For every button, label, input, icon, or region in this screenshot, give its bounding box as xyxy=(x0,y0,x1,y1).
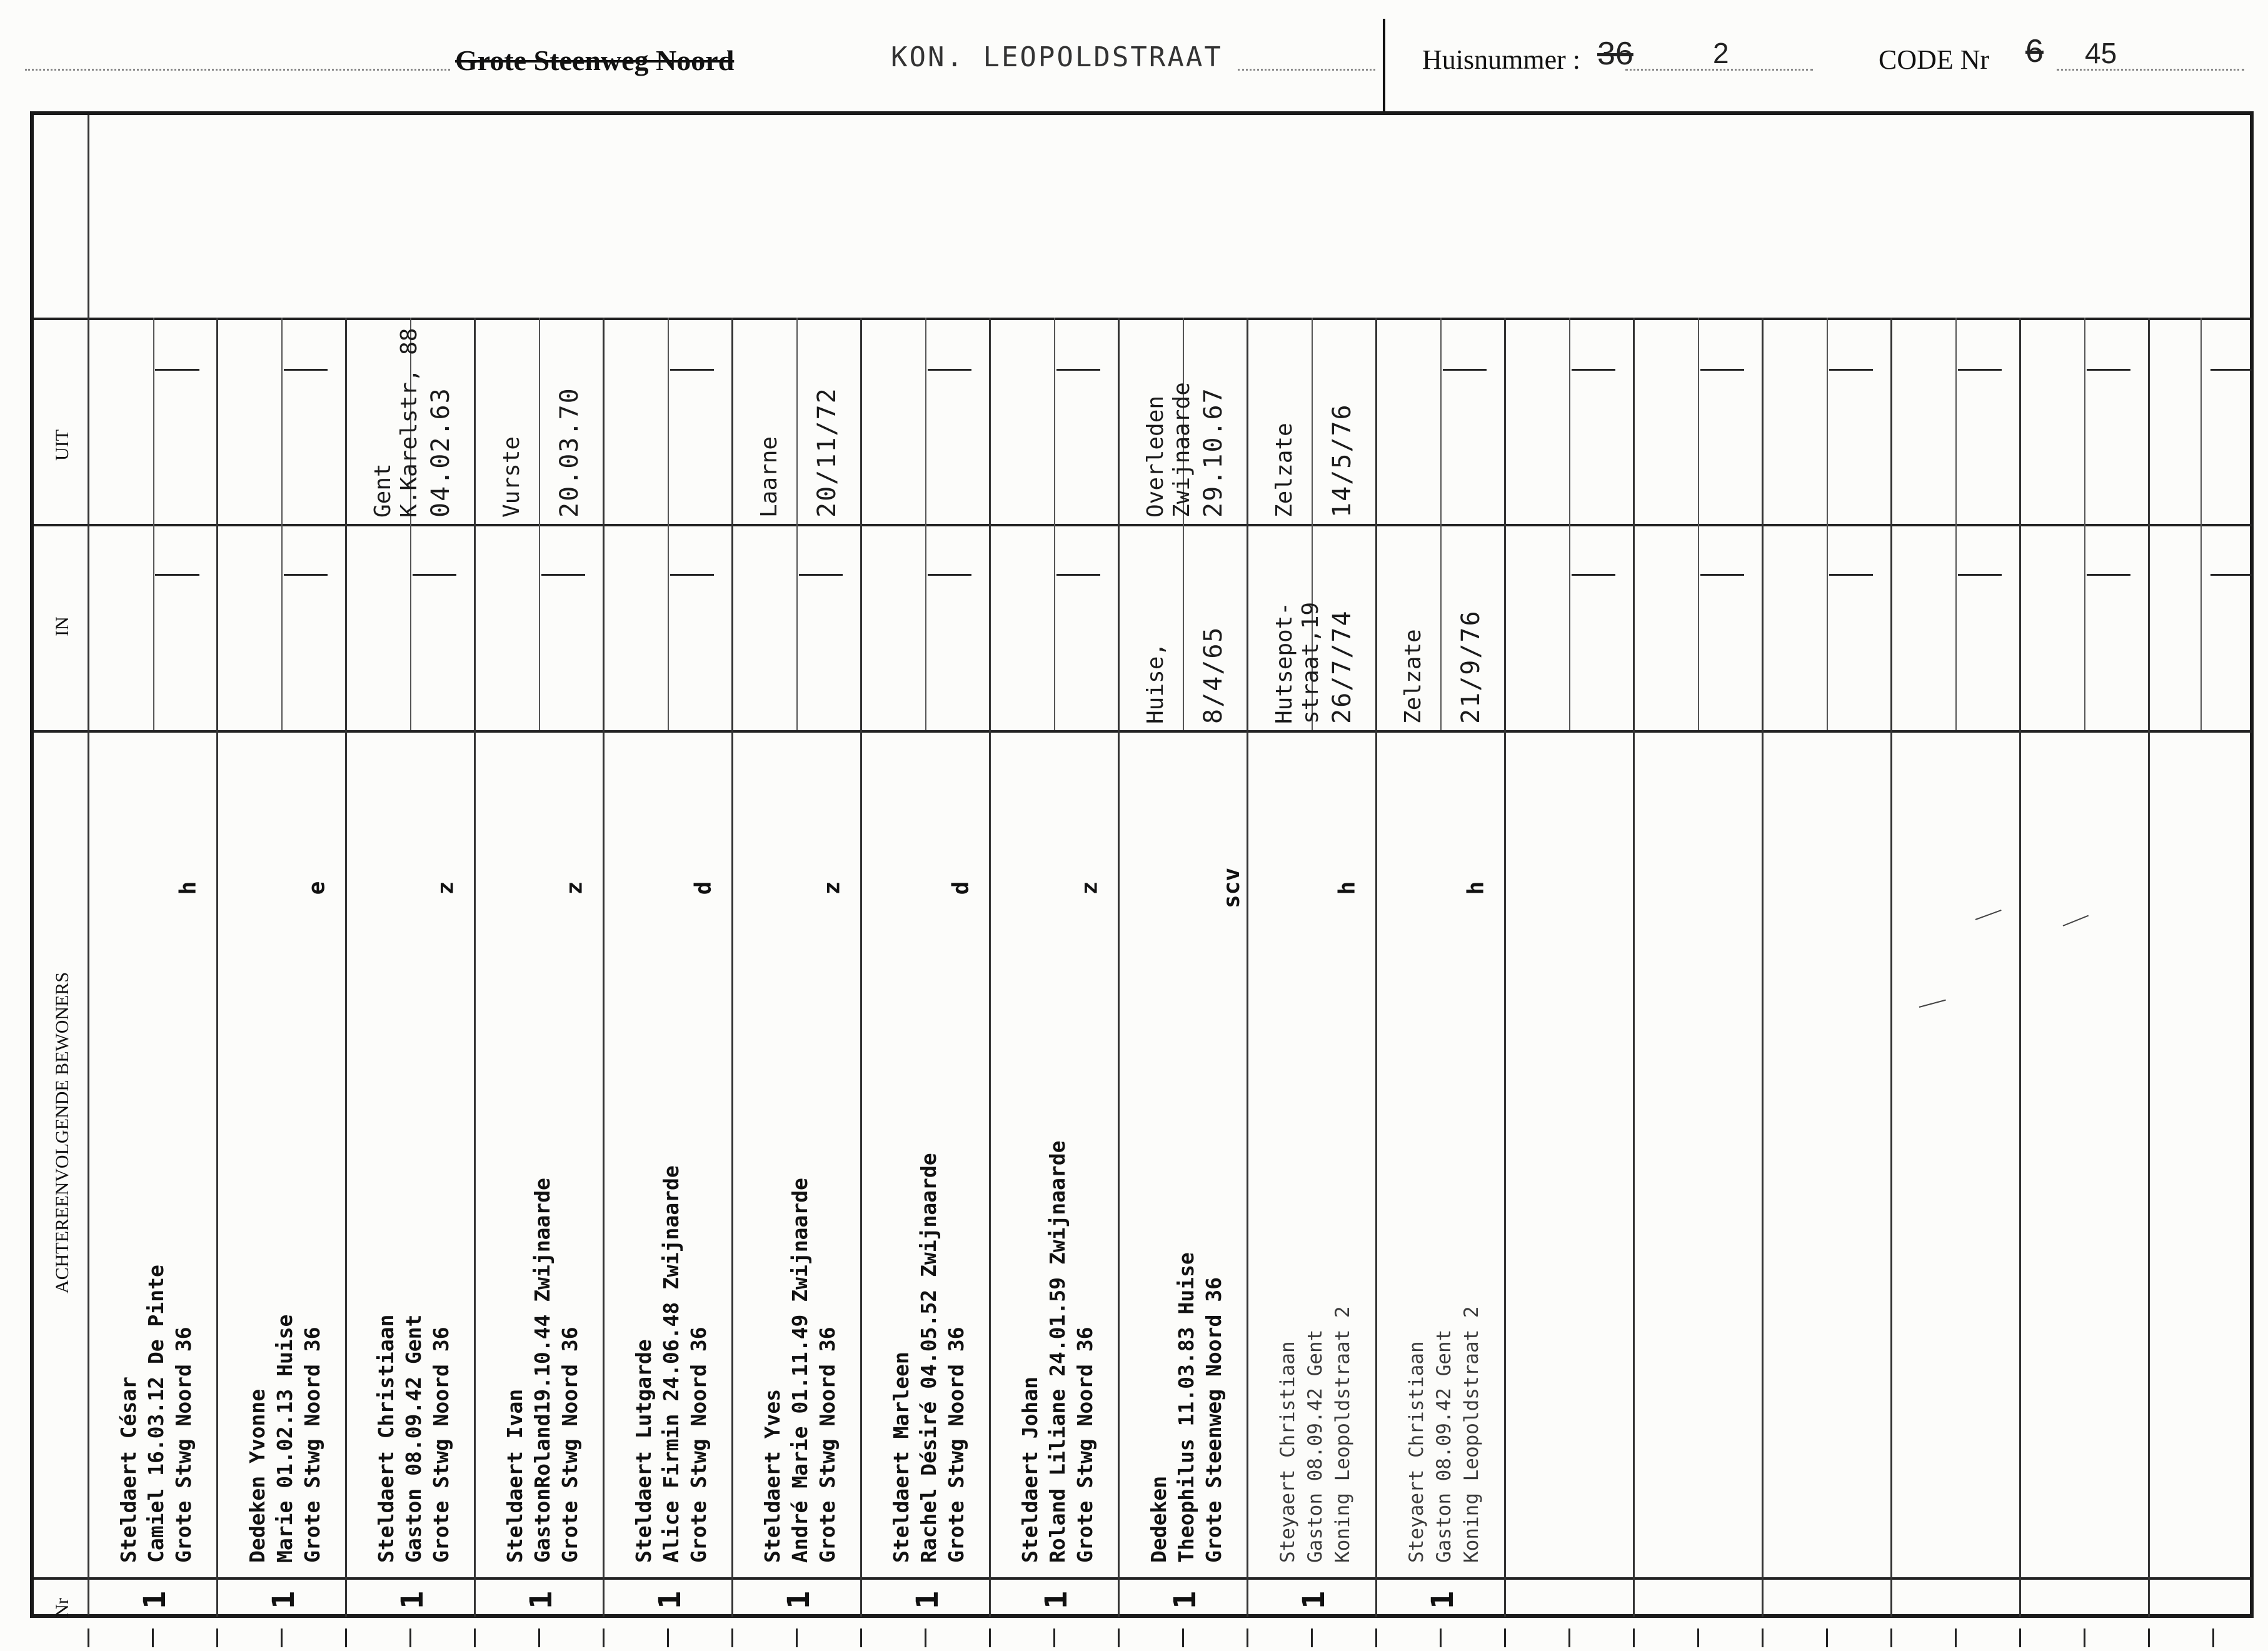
sub-column-divider xyxy=(925,318,926,524)
divider-in-residents xyxy=(34,730,2252,733)
column-divider xyxy=(860,318,862,1617)
uit-place: Overleden xyxy=(1143,395,1168,518)
sub-column-divider xyxy=(1054,318,1055,524)
column-divider xyxy=(1890,318,1892,1617)
column-divider xyxy=(474,318,476,1617)
divider-residents-nr xyxy=(34,1577,2252,1580)
entry-number: 1 xyxy=(653,1591,688,1609)
resident-line: Koning Leopoldstraat 2 xyxy=(1460,1306,1483,1563)
code-old: 6 xyxy=(2025,33,2044,69)
empty-in-dash xyxy=(1965,574,2002,576)
uit-date: 20/11/72 xyxy=(813,387,841,518)
empty-in-dash xyxy=(163,574,199,576)
empty-uit-dash xyxy=(1579,369,1615,371)
ruler-tick xyxy=(1890,1628,1892,1647)
resident-line: Steldaert Lutgarde xyxy=(631,1339,656,1563)
sub-column-divider xyxy=(1312,318,1313,524)
sub-column-divider xyxy=(1569,318,1570,524)
sub-column-divider xyxy=(1183,524,1184,730)
empty-uit-dash xyxy=(1708,369,1744,371)
resident-line: Steyaert Christiaan xyxy=(1277,1341,1299,1563)
in-place: Zelzate xyxy=(1400,629,1426,724)
ruler-tick xyxy=(474,1628,476,1647)
ruler-tick xyxy=(152,1628,154,1647)
resident-line: Steldaert Marleen xyxy=(889,1352,913,1563)
column-divider xyxy=(1633,318,1635,1617)
sub-column-divider xyxy=(1827,524,1828,730)
sub-column-divider xyxy=(925,524,926,730)
resident-line: André Marie 01.11.49 Zwijnaarde xyxy=(788,1178,812,1563)
sub-column-divider xyxy=(1955,318,1957,524)
column-divider xyxy=(2019,318,2021,1617)
sub-column-divider xyxy=(1698,318,1699,524)
header-dotted-line xyxy=(25,69,450,71)
resident-line: Grote Stwg Noord 36 xyxy=(171,1327,196,1563)
sub-column-divider xyxy=(410,524,411,730)
empty-in-dash xyxy=(291,574,328,576)
ruler-tick xyxy=(925,1628,926,1647)
empty-in-dash xyxy=(2210,574,2247,576)
empty-in-dash xyxy=(1579,574,1615,576)
ruler-tick xyxy=(2148,1628,2150,1647)
column-divider xyxy=(603,318,605,1617)
ruler-tick xyxy=(88,1628,89,1647)
ruler-tick xyxy=(1247,1628,1248,1647)
ruler-tick xyxy=(1568,1628,1570,1647)
sub-column-divider xyxy=(1440,524,1442,730)
sub-column-divider xyxy=(2200,524,2202,730)
row-label-uit: UIT xyxy=(52,429,73,461)
uit-place: Laarne xyxy=(756,436,782,518)
resident-status-mark: z xyxy=(561,881,588,895)
resident-status-mark: d xyxy=(948,881,974,895)
resident-line: Theophilus 11.03.83 Huise xyxy=(1174,1252,1198,1563)
uit-date: 14/5/76 xyxy=(1328,403,1357,518)
uit-date: 20.03.70 xyxy=(555,387,584,518)
empty-uit-dash xyxy=(1837,369,1873,371)
ruler-tick xyxy=(989,1628,991,1647)
header-dotted-line xyxy=(1625,69,1813,71)
code-new: 45 xyxy=(2085,37,2117,69)
row-label-in: IN xyxy=(52,616,73,636)
ruler-tick xyxy=(796,1628,798,1647)
resident-line: Dedeken Yvonne xyxy=(245,1388,269,1563)
resident-line: Dedeken xyxy=(1147,1475,1171,1563)
empty-uit-dash xyxy=(291,369,328,371)
in-date: 8/4/65 xyxy=(1199,626,1228,724)
resident-line: Gaston 08.09.42 Gent xyxy=(401,1314,426,1563)
ruler-tick xyxy=(1955,1628,1957,1647)
empty-uit-dash xyxy=(2210,369,2247,371)
resident-status-mark: d xyxy=(690,881,716,895)
empty-in-dash xyxy=(806,574,843,576)
resident-line: Grote Stwg Noord 36 xyxy=(944,1327,968,1563)
uit-place: K.Karelstr, 88 xyxy=(396,328,422,518)
resident-line: Roland Liliane 24.01.59 Zwijnaarde xyxy=(1045,1140,1070,1563)
register-table xyxy=(30,111,2254,1618)
sub-column-divider xyxy=(668,318,669,524)
empty-in-dash xyxy=(420,574,456,576)
entry-number: 1 xyxy=(781,1591,816,1609)
resident-line: Rachel Désiré 04.05.52 Zwijnaarde xyxy=(916,1153,941,1563)
sub-column-divider xyxy=(281,524,283,730)
huisnummer-old: 36 xyxy=(1597,36,1633,72)
code-label: CODE Nr xyxy=(1879,44,1990,75)
street-old-name: Grote Steenweg Noord xyxy=(455,44,735,76)
in-place: Huise, xyxy=(1143,642,1168,724)
resident-line: Grote Steenweg Noord 36 xyxy=(1202,1277,1226,1563)
resident-status-mark: h xyxy=(1463,881,1489,895)
empty-uit-dash xyxy=(678,369,714,371)
label-column-divider xyxy=(88,115,89,1615)
resident-status-mark: scv xyxy=(1219,867,1245,909)
ruler-tick xyxy=(1118,1628,1120,1647)
resident-line: Grote Stwg Noord 36 xyxy=(1073,1327,1097,1563)
empty-uit-dash xyxy=(935,369,971,371)
column-divider xyxy=(1504,318,1506,1617)
street-new-name: KON. LEOPOLDSTRAAT xyxy=(891,41,1223,73)
uit-date: 04.02.63 xyxy=(426,387,455,518)
resident-line: Steldaert Yves xyxy=(760,1388,785,1563)
entry-number: 1 xyxy=(1297,1591,1332,1609)
bottom-ruler-ticks xyxy=(0,1628,2268,1651)
ruler-tick xyxy=(731,1628,733,1647)
resident-line: Steldaert Ivan xyxy=(503,1388,527,1563)
ruler-tick xyxy=(1762,1628,1764,1647)
resident-status-mark: e xyxy=(304,881,330,895)
empty-uit-dash xyxy=(163,369,199,371)
sub-column-divider xyxy=(153,524,154,730)
in-place: straat,19 xyxy=(1298,601,1323,724)
column-divider xyxy=(989,318,991,1617)
empty-uit-dash xyxy=(2094,369,2130,371)
in-place: Hutsepot- xyxy=(1272,601,1297,724)
sub-column-divider xyxy=(2200,318,2202,524)
column-divider xyxy=(1247,318,1248,1617)
uit-place: Vurste xyxy=(499,436,524,518)
sub-column-divider xyxy=(796,524,798,730)
resident-status-mark: z xyxy=(433,881,459,895)
huisnummer-label: Huisnummer : xyxy=(1422,44,1580,75)
ruler-tick xyxy=(538,1628,540,1647)
column-divider xyxy=(731,318,733,1617)
resident-line: Marie 01.02.13 Huise xyxy=(273,1314,297,1563)
ruler-tick xyxy=(2019,1628,2021,1647)
resident-status-mark: h xyxy=(1334,881,1360,895)
row-label-residents: ACHTEREENVOLGENDE BEWONERS xyxy=(52,971,73,1294)
ruler-tick xyxy=(216,1628,218,1647)
resident-line: Grote Stwg Noord 36 xyxy=(429,1327,453,1563)
uit-place: Gent xyxy=(370,463,396,518)
empty-in-dash xyxy=(1064,574,1100,576)
sub-column-divider xyxy=(539,318,540,524)
ruler-tick xyxy=(345,1628,347,1647)
resident-line: Grote Stwg Noord 36 xyxy=(686,1327,711,1563)
ruler-tick xyxy=(409,1628,411,1647)
ruler-tick xyxy=(1182,1628,1184,1647)
ruler-tick xyxy=(2084,1628,2085,1647)
sub-column-divider xyxy=(796,318,798,524)
resident-line: Steldaert Johan xyxy=(1018,1376,1042,1563)
uit-place: Zelzate xyxy=(1272,423,1297,518)
sub-column-divider xyxy=(153,318,154,524)
entry-number: 1 xyxy=(395,1591,430,1609)
empty-in-dash xyxy=(935,574,971,576)
ruler-tick xyxy=(860,1628,862,1647)
resident-line: Alice Firmin 24.06.48 Zwijnaarde xyxy=(659,1165,683,1563)
entry-number: 1 xyxy=(266,1591,301,1609)
ruler-tick xyxy=(1633,1628,1635,1647)
card-header xyxy=(0,25,2268,119)
resident-line: Camiel 16.03.12 De Pinte xyxy=(144,1265,168,1563)
empty-uit-dash xyxy=(1064,369,1100,371)
sub-column-divider xyxy=(2084,524,2085,730)
sub-column-divider xyxy=(281,318,283,524)
sub-column-divider xyxy=(1440,318,1442,524)
sub-column-divider xyxy=(1054,524,1055,730)
divider-uit-in xyxy=(34,524,2252,526)
column-divider xyxy=(1762,318,1764,1617)
header-dotted-line xyxy=(2057,69,2244,71)
sub-column-divider xyxy=(539,524,540,730)
uit-place: Zwijnaarde xyxy=(1169,382,1195,518)
ruler-tick xyxy=(1826,1628,1828,1647)
empty-in-dash xyxy=(678,574,714,576)
resident-line: GastonRoland19.10.44 Zwijnaarde xyxy=(530,1178,554,1563)
entry-number: 1 xyxy=(1168,1591,1203,1609)
resident-line: Steldaert Christiaan xyxy=(374,1314,398,1563)
empty-in-dash xyxy=(1837,574,1873,576)
column-divider xyxy=(2148,318,2150,1617)
sub-column-divider xyxy=(2084,318,2085,524)
resident-status-mark: h xyxy=(175,881,201,895)
column-divider xyxy=(1118,318,1120,1617)
empty-uit-dash xyxy=(1965,369,2002,371)
entry-number: 1 xyxy=(524,1591,559,1609)
ruler-tick xyxy=(1375,1628,1377,1647)
ruler-tick xyxy=(1697,1628,1699,1647)
in-date: 26/7/74 xyxy=(1328,610,1357,724)
entry-number: 1 xyxy=(1039,1591,1074,1609)
resident-line: Steldaert César xyxy=(116,1376,141,1563)
resident-line: Gaston 08.09.42 Gent xyxy=(1304,1329,1327,1563)
resident-line: Steyaert Christiaan xyxy=(1405,1341,1428,1563)
uit-date: 29.10.67 xyxy=(1199,387,1228,518)
sub-column-divider xyxy=(1827,318,1828,524)
sub-column-divider xyxy=(1569,524,1570,730)
column-divider xyxy=(1375,318,1377,1617)
empty-uit-dash xyxy=(1450,369,1487,371)
huisnummer-new: 2 xyxy=(1713,37,1729,69)
ruler-tick xyxy=(281,1628,283,1647)
resident-line: Grote Stwg Noord 36 xyxy=(558,1327,582,1563)
sub-column-divider xyxy=(668,524,669,730)
ruler-tick xyxy=(1053,1628,1055,1647)
ruler-tick xyxy=(603,1628,605,1647)
entry-number: 1 xyxy=(1425,1591,1460,1609)
sub-column-divider xyxy=(1955,524,1957,730)
header-divider xyxy=(1383,19,1385,113)
ruler-tick xyxy=(1504,1628,1506,1647)
ruler-tick xyxy=(1311,1628,1313,1647)
column-divider xyxy=(345,318,347,1617)
ruler-tick xyxy=(2212,1628,2214,1647)
ruler-tick xyxy=(1440,1628,1442,1647)
empty-in-dash xyxy=(2094,574,2130,576)
resident-line: Gaston 08.09.42 Gent xyxy=(1433,1329,1455,1563)
divider-top-uit xyxy=(34,318,2252,320)
sub-column-divider xyxy=(1698,524,1699,730)
resident-line: Koning Leopoldstraat 2 xyxy=(1332,1306,1354,1563)
empty-in-dash xyxy=(549,574,585,576)
row-label-nr: Nr xyxy=(52,1598,73,1618)
empty-in-dash xyxy=(1708,574,1744,576)
resident-status-mark: z xyxy=(1076,881,1103,895)
entry-number: 1 xyxy=(910,1591,945,1609)
in-date: 21/9/76 xyxy=(1457,610,1485,724)
resident-line: Grote Stwg Noord 36 xyxy=(300,1327,324,1563)
column-divider xyxy=(216,318,218,1617)
resident-status-mark: z xyxy=(819,881,845,895)
header-dotted-line xyxy=(1238,69,1375,71)
entry-number: 1 xyxy=(138,1591,173,1609)
resident-line: Grote Stwg Noord 36 xyxy=(815,1327,840,1563)
ruler-tick xyxy=(667,1628,669,1647)
